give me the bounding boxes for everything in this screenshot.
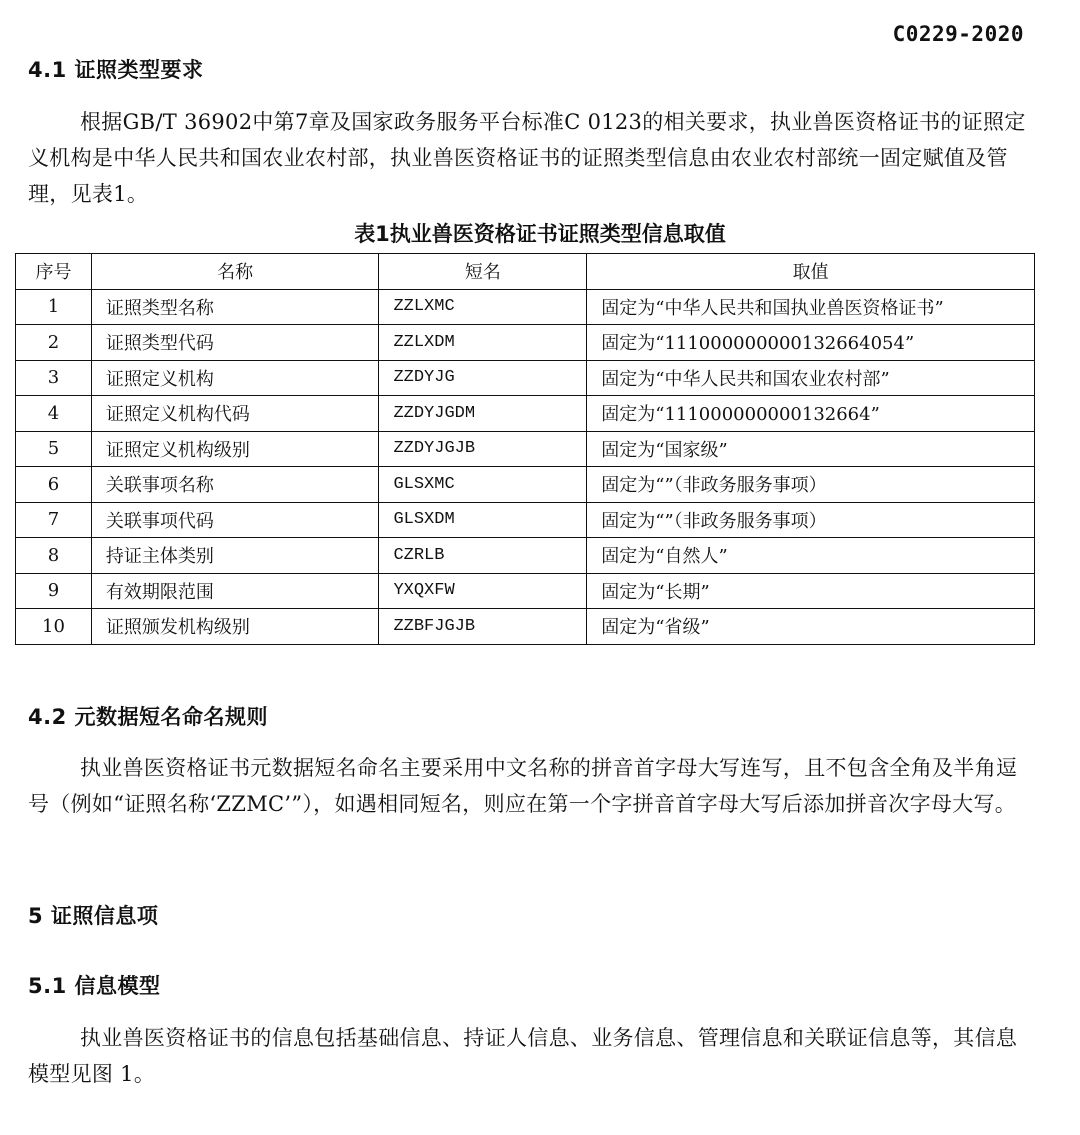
cell-name: 证照类型名称 (91, 289, 379, 325)
cell-short-name: GLSXMC (379, 467, 587, 503)
table-row (16, 502, 1035, 538)
cell-index: 5 (16, 431, 92, 467)
cell-name: 证照定义机构 (91, 360, 379, 396)
table-row (16, 325, 1035, 361)
table-row (16, 289, 1035, 325)
cell-value: 固定为“”（非政务服务事项） (587, 467, 1035, 503)
cell-short-name: CZRLB (379, 538, 587, 574)
cell-value: 固定为“111000000000132664” (587, 396, 1035, 432)
header-value: 取值 (587, 254, 1035, 290)
table-row (16, 360, 1035, 396)
cell-value: 固定为“长期” (587, 573, 1035, 609)
cell-short-name: ZZBFJGJB (379, 609, 587, 645)
header-name: 名称 (91, 254, 379, 290)
cell-short-name: GLSXDM (379, 502, 587, 538)
cell-short-name: ZZDYJGJB (379, 431, 587, 467)
cell-value: 固定为“自然人” (587, 538, 1035, 574)
table-title: 表1执业兽医资格证书证照类型信息取值 (354, 222, 726, 246)
cell-value: 固定为“国家级” (587, 431, 1035, 467)
cell-index: 9 (16, 573, 92, 609)
cell-short-name: ZZDYJG (379, 360, 587, 396)
cell-short-name: ZZLXMC (379, 289, 587, 325)
cell-index: 3 (16, 360, 92, 396)
table-row (16, 573, 1035, 609)
cell-name: 关联事项名称 (91, 467, 379, 503)
cell-name: 有效期限范围 (91, 573, 379, 609)
cell-value: 固定为“中华人民共和国农业农村部” (587, 360, 1035, 396)
cell-name: 证照定义机构代码 (91, 396, 379, 432)
section-5-1-heading: 5.1 信息模型 (28, 974, 161, 998)
cell-value: 固定为“”（非政务服务事项） (587, 502, 1035, 538)
certificate-type-table (15, 253, 1035, 645)
cell-name: 证照颁发机构级别 (91, 609, 379, 645)
section-4-2-heading: 4.2 元数据短名命名规则 (28, 705, 269, 729)
cell-short-name: ZZLXDM (379, 325, 587, 361)
cell-short-name: ZZDYJGDM (379, 396, 587, 432)
table-row (16, 538, 1035, 574)
cell-value: 固定为“中华人民共和国执业兽医资格证书” (587, 289, 1035, 325)
cell-name: 证照类型代码 (91, 325, 379, 361)
cell-name: 证照定义机构级别 (91, 431, 379, 467)
table-row (16, 467, 1035, 503)
table-row (16, 396, 1035, 432)
section-4-1-paragraph: 根据GB/T 36902中第7章及国家政务服务平台标准C 0123的相关要求，执业兽医资格证书的证照定义机构是中华人民共和国农业农村部，执业兽医资格证书的证照类型信息由农业农村部统一固定赋值及管理，见表1。 (28, 110, 1026, 206)
cell-short-name: YXQXFW (379, 573, 587, 609)
cell-value: 固定为“111000000000132664054” (587, 325, 1035, 361)
cell-index: 7 (16, 502, 92, 538)
cell-index: 10 (16, 609, 92, 645)
cell-value: 固定为“省级” (587, 609, 1035, 645)
cell-index: 4 (16, 396, 92, 432)
header-short-name: 短名 (379, 254, 587, 290)
section-5-1-paragraph: 执业兽医资格证书的信息包括基础信息、持证人信息、业务信息、管理信息和关联证信息等，其信息模型见图 1。 (28, 1026, 1018, 1086)
cell-index: 6 (16, 467, 92, 503)
cell-index: 1 (16, 289, 92, 325)
header-index: 序号 (16, 254, 92, 290)
document-code: C0229-2020 (892, 22, 1024, 46)
cell-index: 2 (16, 325, 92, 361)
cell-name: 关联事项代码 (91, 502, 379, 538)
section-5-heading: 5 证照信息项 (28, 904, 159, 928)
cell-index: 8 (16, 538, 92, 574)
table-header-row (16, 254, 1035, 290)
table-row (16, 431, 1035, 467)
table-row (16, 609, 1035, 645)
cell-name: 持证主体类别 (91, 538, 379, 574)
section-4-2-paragraph: 执业兽医资格证书元数据短名命名主要采用中文名称的拼音首字母大写连写，且不包含全角及半角逗号（例如“证照名称‘ZZMC’”），如遇相同短名，则应在第一个字拼音首字母大写后添加拼音次字母大写。 (28, 756, 1018, 816)
section-4-1-heading: 4.1 证照类型要求 (28, 58, 204, 82)
